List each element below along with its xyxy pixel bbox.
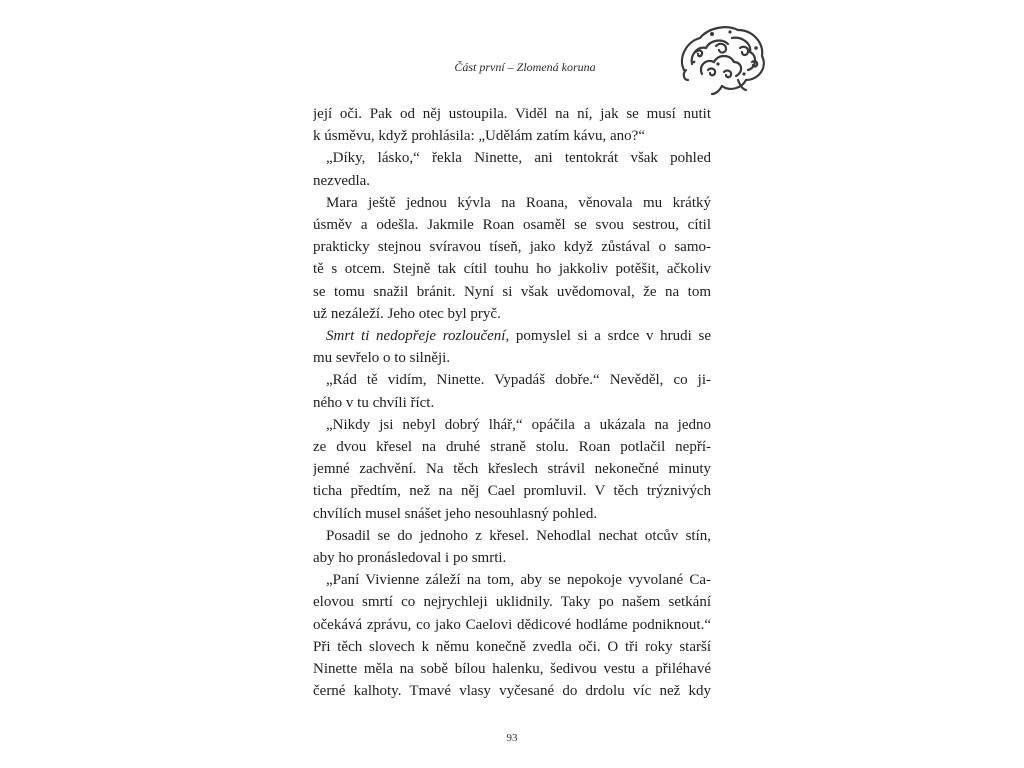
line-text: jemné zachvění. Na těch křeslech strávil nekonečné minuty <box>313 461 711 478</box>
line-text: prakticky stejnou svíravou tíseň, jako když zůstával o samo- <box>313 239 711 256</box>
text-line <box>313 503 711 525</box>
text-line <box>313 436 711 458</box>
line-text: její oči. Pak od něj ustoupila. Viděl na ní, jak se musí nutit <box>313 106 711 122</box>
text-line <box>313 347 711 369</box>
line-text: k úsměvu, když prohlásila: „Udělám zatím kávu, ano?“ <box>313 128 645 145</box>
line-text: se tomu snažil bránit. Nyní si však uvědomoval, že na tom <box>313 283 711 300</box>
line-text: chvílích musel snášet jeho nesouhlasný pohled. <box>313 505 598 522</box>
line-text: „Díky, lásko,“ řekla Ninette, ani tentokrát však pohled <box>326 150 711 167</box>
text-line <box>313 658 711 680</box>
line-text: Posadil se do jednoho z křesel. Nehodlal nechat otcův stín, <box>326 527 711 544</box>
line-text: pomyslel si a srdce v hrudi se <box>509 328 711 345</box>
line-text: tě s otcem. Stejně tak cítil touhu ho jakkoliv potěšit, ačkoliv <box>313 261 711 278</box>
page-number: 93 <box>506 732 518 744</box>
line-text: „Paní Vivienne záleží na tom, aby se nepokoje vyvolané Ca- <box>326 572 711 589</box>
text-line <box>313 458 711 480</box>
line-text: Ninette měla na sobě bílou halenku, šedivou vestu a přiléhavé <box>313 661 711 678</box>
text-line <box>313 680 711 702</box>
line-text: úsměv a odešla. Jakmile Roan osaměl se svou sestrou, cítil <box>313 217 711 234</box>
text-line <box>313 636 711 658</box>
text-line <box>313 258 711 280</box>
running-title: Část první – Zlomená koruna <box>454 60 596 74</box>
text-line <box>313 591 711 613</box>
line-text: nezvedla. <box>313 172 371 189</box>
line-text: černé kalhoty. Tmavé vlasy vyčesané do drdolu víc než kdy <box>313 683 711 700</box>
text-line <box>313 103 711 125</box>
text-line <box>313 303 711 325</box>
line-text: mu sevřelo o to silněji. <box>313 350 451 367</box>
text-line <box>313 170 711 192</box>
text-line <box>313 192 711 214</box>
text-line <box>313 547 711 569</box>
line-text: očekává zprávu, co jako Caelovi dědicové hodláme podniknout.“ <box>313 616 711 633</box>
text-line <box>313 369 711 391</box>
line-text: „Rád tě vidím, Ninette. Vypadáš dobře.“ Nevěděl, co ji- <box>326 372 711 389</box>
text-line <box>313 392 711 414</box>
line-text: ze dvou křesel na druhé straně stolu. Roan potlačil nepří- <box>313 439 711 456</box>
text-line <box>313 214 711 236</box>
text-line <box>313 281 711 303</box>
text-line <box>313 325 711 347</box>
italic-phrase: Smrt ti nedopřeje rozloučení, <box>326 328 510 345</box>
line-text: aby ho pronásledoval i po smrti. <box>313 550 507 567</box>
text-line <box>313 414 711 436</box>
line-text: už nezáleží. Jeho otec byl pryč. <box>313 305 501 322</box>
line-text: Při těch slovech k němu konečně zvedla oči. O tři roky starší <box>313 638 711 655</box>
swirl-ornament-icon <box>672 18 772 98</box>
text-line <box>313 236 711 258</box>
text-line <box>313 125 711 147</box>
text-line <box>313 147 711 169</box>
line-text: Mara ještě jednou kývla na Roana, věnovala mu krátký <box>326 194 711 211</box>
text-line <box>313 614 711 636</box>
line-text: „Nikdy jsi nebyl dobrý lhář,“ opáčila a ukázala na jedno <box>326 416 711 433</box>
body-text <box>313 103 711 702</box>
text-line <box>313 480 711 502</box>
text-line <box>313 525 711 547</box>
line-text: ticha předtím, než na něj Cael promluvil. V těch trýznivých <box>313 483 711 500</box>
text-line <box>313 569 711 591</box>
line-text: elovou smrtí co nejrychleji uklidnily. Taky po našem setkání <box>313 594 711 611</box>
line-text: ného v tu chvíli říct. <box>313 394 435 411</box>
